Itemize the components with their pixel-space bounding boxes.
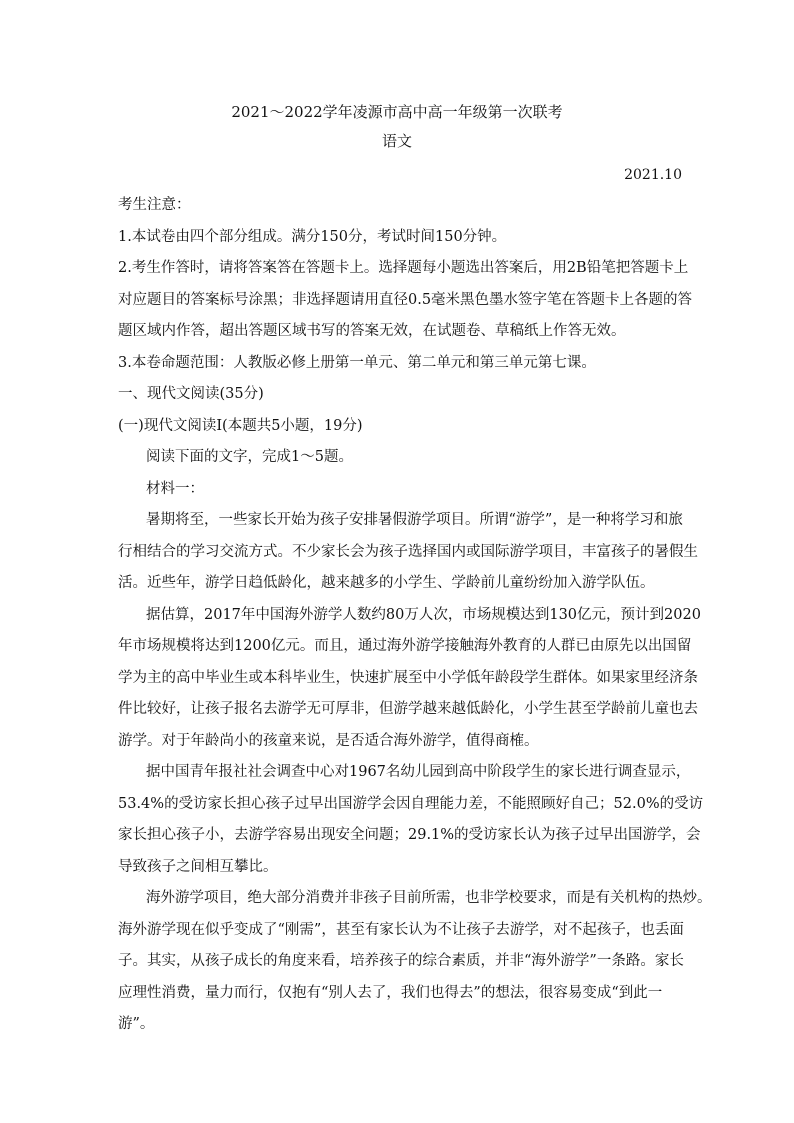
exam-title: 2021～2022学年凌源市高中高一年级第一次联考 — [231, 103, 563, 121]
sub-section-heading: (一)现代文阅读Ⅰ(本题共5小题，19分) — [118, 417, 363, 434]
subject-title: 语文 — [381, 132, 412, 150]
notice-heading: 考生注意： — [118, 197, 191, 213]
paragraph-line: 导致孩子之间相互攀比。 — [118, 858, 278, 875]
paragraph-4 — [118, 887, 712, 1035]
paragraph-line: 据中国青年报社社会调查中心对1967名幼儿园到高中阶段学生的家长进行调查显示， — [146, 764, 691, 780]
notice-item-2-line: 题区域内作答，超出答题区域书写的答案无效，在试题卷、草稿纸上作答无效。 — [118, 323, 626, 339]
paragraph-line: 据估算，2017年中国海外游学人数约80万人次，市场规模达到130亿元，预计到2020 — [146, 606, 701, 623]
paragraph-line: 件比较好，让孩子报名去游学无可厚非，但游学越来越低龄化，小学生甚至学龄前儿童也去 — [118, 701, 698, 717]
paragraph-line: 学为主的高中毕业生或本科毕业生，快速扩展至中小学低年龄段学生群体。如果家里经济条 — [118, 669, 698, 686]
paragraph-line: 行相结合的学习交流方式。不少家长会为孩子选择国内或国际游学项目，丰富孩子的暑假生 — [118, 543, 698, 560]
notice-item-1: 1.本试卷由四个部分组成。满分150分，考试时间150分钟。 — [118, 228, 507, 245]
paragraph-line: 游学。对于年龄尚小的孩童来说，是否适合海外游学，值得商榷。 — [118, 732, 539, 749]
paragraph-line: 暑期将至，一些家长开始为孩子安排暑假游学项目。所谓“游学”，是一种将学习和旅 — [146, 512, 683, 528]
paragraph-line: 53.4%的受访家长担心孩子过早出国游学会因自理能力差，不能照顾好自己；52.0%的受访 — [118, 795, 704, 812]
reading-instruction: 阅读下面的文字，完成1～5题。 — [146, 449, 353, 465]
notice-item-2-line: 对应题目的答案标号涂黑；非选择题请用直径0.5毫米黑色墨水签字笔在答题卡上各题的答 — [118, 291, 693, 308]
paragraph-line: 应理性消费，量力而行，仅抱有“别人去了，我们也得去”的想法，很容易变成“到此一 — [118, 984, 663, 1001]
paragraph-line: 活。近些年，游学日趋低龄化，越来越多的小学生、学龄前儿童纷纷加入游学队伍。 — [118, 575, 655, 591]
paragraph-line: 子。其实，从孩子成长的角度来看，培养孩子的综合素质，并非“海外游学”一条路。家长 — [118, 953, 684, 969]
paragraph-line: 海外游学现在似乎变成了“刚需”，甚至有家长认为不让孩子去游学，对不起孩子，也丢面 — [118, 921, 684, 938]
notice-item-3: 3.本卷命题范围：人教版必修上册第一单元、第二单元和第三单元第七课。 — [118, 354, 596, 371]
paragraph-3 — [118, 761, 704, 878]
exam-date: 2021.10 — [624, 167, 682, 183]
material-label: 材料一： — [146, 480, 204, 497]
paragraph-1 — [118, 509, 698, 594]
paragraph-2 — [118, 604, 701, 752]
section-heading: 一、现代文阅读(35分) — [118, 386, 264, 402]
paragraph-line: 年市场规模将达到1200亿元。而且，通过海外游学接触海外教育的人群已由原先以出国留 — [118, 638, 692, 654]
paragraph-line: 游”。 — [118, 1016, 155, 1032]
paragraph-line: 海外游学项目，绝大部分消费并非孩子目前所需，也非学校要求，而是有关机构的热炒。 — [146, 890, 712, 906]
notice-item-2 — [118, 257, 693, 342]
paragraph-line: 家长担心孩子小，去游学容易出现安全问题；29.1%的受访家长认为孩子过早出国游学，会 — [118, 827, 701, 843]
exam-content — [118, 194, 712, 1045]
notice-item-2-line: 2.考生作答时，请将答案答在答题卡上。选择题每小题选出答案后，用2B铅笔把答题卡上 — [118, 260, 689, 276]
